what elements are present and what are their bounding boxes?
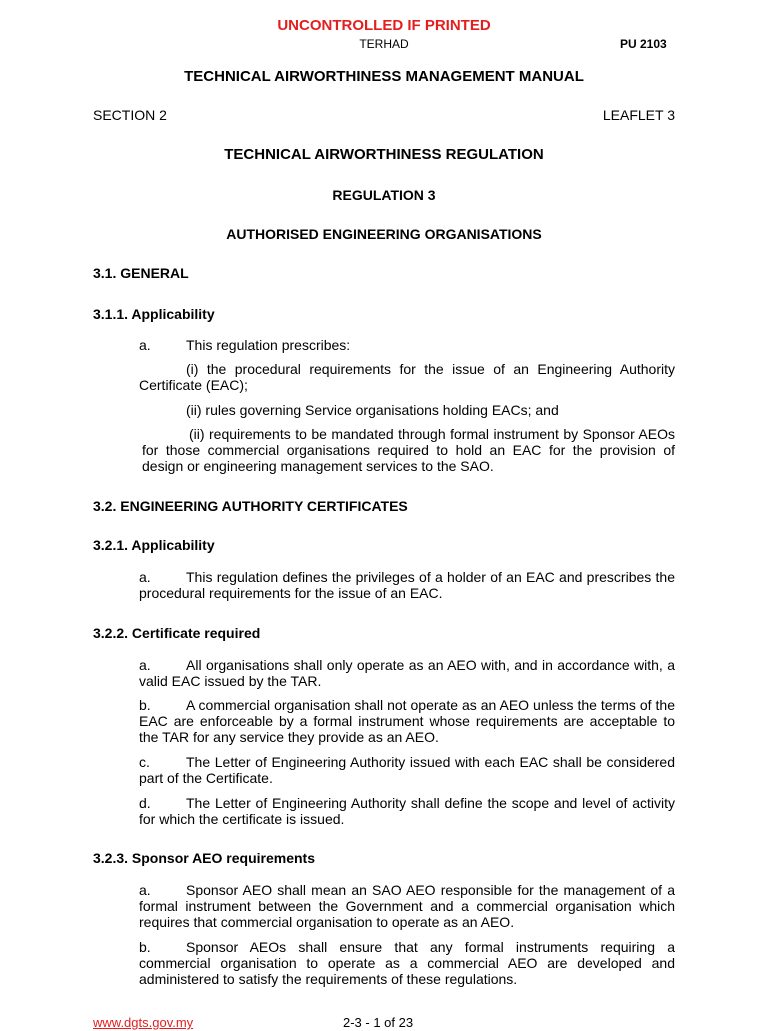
paragraph-text: This regulation defines the privileges of a holder of an EAC and prescribes the procedural requirements for the issue of an EAC.	[139, 569, 675, 601]
section-label: SECTION 2	[93, 107, 167, 123]
subsection-heading-3-1-1: 3.1.1. Applicability	[93, 306, 215, 322]
paragraph-3-2-3-b	[139, 939, 675, 987]
manual-title: TECHNICAL AIRWORTHINESS MANAGEMENT MANUAL	[184, 68, 584, 85]
paragraph-3-2-1-a	[139, 569, 675, 601]
paragraph-3-1-1-a-iii: (ii) requirements to be mandated through formal instrument by Sponsor AEOs for those commercial organisations required to hold an EAC for the provision of design or engineering management services to the SAO.	[142, 426, 675, 474]
paragraph-label: a.	[139, 657, 151, 673]
regulation-subject: AUTHORISED ENGINEERING ORGANISATIONS	[226, 226, 542, 242]
leaflet-label: LEAFLET 3	[602, 107, 675, 123]
doc-reference: PU 2103	[620, 37, 667, 51]
paragraph-text: The Letter of Engineering Authority shall define the scope and level of activity for which the certificate is issued.	[139, 795, 675, 827]
regulation-number: REGULATION 3	[332, 187, 436, 203]
paragraph-3-2-2-a	[139, 657, 675, 689]
paragraph-text: A commercial organisation shall not operate as an AEO unless the terms of the EAC are enforceable by a formal instrument whose requirements are acceptable to the TAR for any service they provide as an AEO.	[139, 697, 675, 745]
paragraph-label: a.	[139, 882, 151, 898]
paragraph-3-2-2-d	[139, 795, 675, 827]
paragraph-label: a.	[139, 337, 151, 353]
paragraph-3-1-1-a-ii: (ii) rules governing Service organisations holding EACs; and	[186, 402, 559, 418]
uncontrolled-banner: UNCONTROLLED IF PRINTED	[277, 17, 491, 34]
regulation-title: TECHNICAL AIRWORTHINESS REGULATION	[224, 146, 544, 163]
paragraph-3-2-3-a	[139, 882, 675, 930]
classification-label: TERHAD	[359, 37, 409, 51]
paragraph-label: b.	[139, 939, 151, 955]
paragraph-text: Sponsor AEO shall mean an SAO AEO responsible for the management of a formal instrument between the Government and a commercial organisation which requires that commercial organisation to operate as an AEO.	[139, 882, 675, 930]
section-heading-3-2: 3.2. ENGINEERING AUTHORITY CERTIFICATES	[93, 498, 408, 514]
paragraph-3-1-1-a	[139, 337, 675, 353]
paragraph-3-2-2-b	[139, 697, 675, 745]
section-heading-3-1: 3.1. GENERAL	[93, 265, 189, 281]
paragraph-label: b.	[139, 697, 151, 713]
paragraph-text: All organisations shall only operate as an AEO with, and in accordance with, a valid EAC issued by the TAR.	[139, 657, 675, 689]
subsection-heading-3-2-2: 3.2.2. Certificate required	[93, 625, 261, 641]
paragraph-label: d.	[139, 795, 151, 811]
paragraph-3-2-2-c	[139, 754, 675, 786]
paragraph-label: a.	[139, 569, 151, 585]
subsection-heading-3-2-3: 3.2.3. Sponsor AEO requirements	[93, 850, 315, 866]
footer-page-number: 2-3 - 1 of 23	[343, 1015, 414, 1030]
paragraph-label: c.	[139, 754, 150, 770]
subsection-heading-3-2-1: 3.2.1. Applicability	[93, 537, 215, 553]
footer-website-link[interactable]: www.dgts.gov.my	[93, 1015, 194, 1030]
paragraph-3-1-1-a-i: (i) the procedural requirements for the issue of an Engineering Authority Certificate (EAC);	[139, 361, 675, 393]
paragraph-text: Sponsor AEOs shall ensure that any formal instruments requiring a commercial organisation to operate as a commercial AEO are developed and administered to satisfy the requirements of these regulations.	[139, 939, 675, 987]
paragraph-text: The Letter of Engineering Authority issued with each EAC shall be considered part of the Certificate.	[139, 754, 675, 786]
paragraph-text: This regulation prescribes:	[186, 337, 351, 353]
